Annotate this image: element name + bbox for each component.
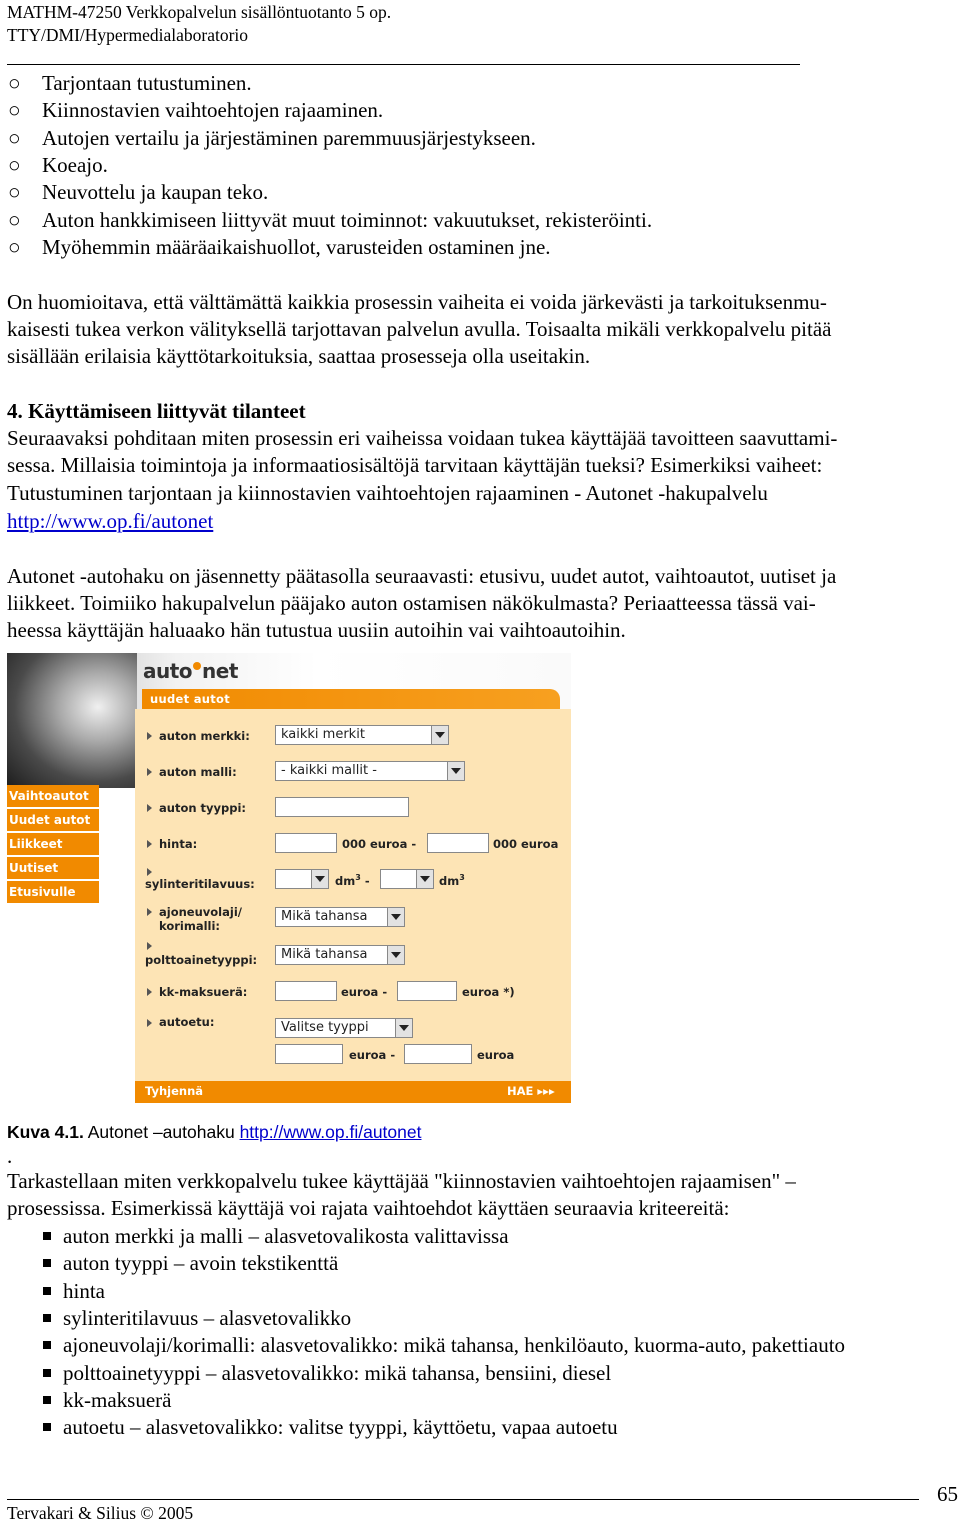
nav-liikkeet[interactable]: Liikkeet — [7, 833, 99, 855]
row-arrow-icon — [147, 908, 152, 916]
input-hinta-max[interactable] — [427, 833, 489, 853]
label-malli: auton malli: — [159, 765, 237, 779]
clear-button[interactable]: Tyhjennä — [139, 1083, 213, 1099]
intro-bullet-item: Tarjontaan tutustuminen. — [42, 71, 252, 95]
car-headlight-photo — [7, 653, 137, 788]
unit-euro-max: 000 euroa — [493, 837, 559, 851]
select-autoetu[interactable]: Valitse tyyppi — [275, 1018, 413, 1038]
label-tyyppi: auton tyyppi: — [159, 801, 247, 815]
section-bar-title: uudet autot — [150, 692, 231, 706]
footer-authors: Tervakari & Silius © 2005 — [7, 1503, 194, 1523]
nav-etusivulle[interactable]: Etusivulle — [7, 881, 99, 903]
square-bullet-icon — [43, 1314, 51, 1322]
select-merkki[interactable]: kaikki merkit — [275, 725, 449, 745]
page-number: 65 — [937, 1482, 958, 1506]
circle-bullet-icon: ○ — [8, 98, 21, 123]
row-arrow-icon — [147, 732, 152, 740]
row-arrow-icon — [147, 768, 152, 776]
section-heading: 4. Käyttämiseen liittyvät tilanteet — [7, 399, 306, 423]
label-polttoaine: polttoainetyyppi: — [145, 953, 258, 967]
footer-rule — [7, 1499, 919, 1500]
label-kk: kk-maksuerä: — [159, 985, 248, 999]
header-rule — [7, 64, 800, 65]
square-bullet-icon — [43, 1396, 51, 1404]
stray-dot: . — [7, 1144, 13, 1168]
unit-etu-max: euroa — [477, 1048, 515, 1062]
intro-bullet-item: Autojen vertailu ja järjestäminen paremmuusjärjestykseen. — [42, 125, 536, 150]
intro-bullet-item: Auton hankkimiseen liittyvät muut toiminnot: vakuutukset, rekisteröinti. — [42, 207, 653, 232]
circle-bullet-icon: ○ — [8, 125, 21, 150]
para1-line-3: sisällään erilaisia käyttötarkoituksia, saattaa prosesseja olla useitakin. — [7, 344, 591, 368]
input-kk-min[interactable] — [275, 981, 337, 1001]
row-arrow-icon — [147, 1019, 152, 1027]
criteria-item: polttoainetyyppi – alasvetovalikko: mikä tahansa, bensiini, diesel — [63, 1360, 612, 1385]
section-bar — [142, 689, 560, 709]
para3-line-1: Tarkastellaan miten verkkopalvelu tukee käyttäjää "kiinnostavien vaihtoehtojen rajaamisen" – — [7, 1169, 796, 1193]
circle-bullet-icon: ○ — [8, 234, 21, 259]
label-ajoneuvo-2: korimalli: — [159, 919, 221, 933]
unit-dm-max: $dm^3$ — [439, 873, 465, 888]
arrows-icon: ▸▸▸ — [537, 1084, 555, 1098]
para3-line-2: prosessissa. Esimerkissä käyttäjä voi rajata vaihtoehdot käyttäen seuraavia kriteereitä: — [7, 1196, 730, 1220]
criteria-item: ajoneuvolaji/korimalli: alasvetovalikko: mikä tahansa, henkilöauto, kuorma-auto, pakettiauto — [63, 1333, 846, 1358]
chevron-down-icon — [387, 946, 404, 964]
square-bullet-icon — [43, 1423, 51, 1431]
input-autoetu-min[interactable] — [275, 1044, 343, 1064]
nav-uutiset[interactable]: Uutiset — [7, 857, 99, 879]
unit-etu-min: euroa - — [349, 1048, 396, 1062]
input-hinta-min[interactable] — [275, 833, 337, 853]
nav-vaihtoautot[interactable]: Vaihtoautot — [7, 785, 99, 807]
section-line-1: Seuraavaksi pohditaan miten prosessin eri vaiheissa voidaan tukea käyttäjää tavoitteen saavuttami- — [7, 426, 838, 450]
label-sylinteri: sylinteritilavuus: — [145, 877, 255, 891]
unit-kk-max: euroa *) — [462, 985, 515, 999]
search-button[interactable]: HAE ▸▸▸ — [501, 1083, 565, 1099]
caption-number: Kuva 4.1. — [7, 1122, 84, 1142]
figure-caption — [7, 1122, 421, 1143]
autonet-screenshot — [7, 653, 571, 1103]
criteria-item: kk-maksuerä — [63, 1387, 172, 1412]
square-bullet-icon — [43, 1341, 51, 1349]
intro-bullet-item: Myöhemmin määräaikaishuollot, varusteiden ostaminen jne. — [42, 234, 551, 259]
autonet-link[interactable]: http://www.op.fi/autonet — [7, 509, 214, 533]
caption-link[interactable]: http://www.op.fi/autonet — [239, 1122, 422, 1142]
label-ajoneuvo-1: ajoneuvolaji/ — [159, 905, 242, 919]
section-line-2: sessa. Millaisia toimintoja ja informaatiosisältöjä tarvitaan käyttäjän tueksi? Esimerkiksi vaiheet: — [7, 453, 823, 477]
square-bullet-icon — [43, 1287, 51, 1295]
section-line-3: Tutustuminen tarjontaan ja kiinnostavien vaihtoehtojen rajaaminen - Autonet -hakupalvelu — [7, 481, 768, 505]
chevron-down-icon — [395, 1019, 412, 1037]
select-malli[interactable]: - kaikki mallit - — [275, 761, 465, 781]
caption-text: Autonet –autohaku — [83, 1122, 240, 1142]
para2-line-3: heessa käyttäjän haluaako hän tutustua uusiin autoihin vai vaihtoautoihin. — [7, 618, 626, 642]
para1-line-1: On huomioitava, että välttämättä kaikkia prosessin vaiheita ei voida järkevästi ja tarkoituksenmu- — [7, 290, 827, 314]
nav-uudet-autot[interactable]: Uudet autot — [7, 809, 99, 831]
select-dm-max[interactable] — [380, 869, 434, 889]
row-arrow-icon — [147, 988, 152, 996]
criteria-item: hinta — [63, 1278, 105, 1303]
para1-line-2: kaisesti tukea verkon välityksellä tarjottavan palvelun avulla. Toisaalta mikäli verkkopalvelu pitää — [7, 317, 832, 341]
criteria-item: autoetu – alasvetovalikko: valitse tyyppi, käyttöetu, vapaa autoetu — [63, 1415, 618, 1440]
para2-line-1: Autonet -autohaku on jäsennetty päätasolla seuraavasti: etusivu, uudet autot, vaihtoautot, uutiset ja — [7, 564, 837, 588]
select-dm-min[interactable] — [275, 869, 329, 889]
row-arrow-icon — [147, 942, 152, 950]
circle-bullet-icon: ○ — [8, 71, 21, 95]
square-bullet-icon — [43, 1259, 51, 1267]
criteria-item: sylinteritilavuus – alasvetovalikko — [63, 1305, 352, 1330]
doc-course-title: MATHM-47250 Verkkopalvelun sisällöntuotanto 5 op. — [7, 2, 392, 22]
select-polttoaine[interactable]: Mikä tahansa — [275, 945, 405, 965]
criteria-item: auton merkki ja malli – alasvetovalikosta valittavissa — [63, 1224, 509, 1248]
input-tyyppi[interactable] — [275, 797, 409, 817]
criteria-item: auton tyyppi – avoin tekstikenttä — [63, 1251, 339, 1276]
label-autoetu: autoetu: — [159, 1015, 215, 1029]
label-hinta: hinta: — [159, 837, 198, 851]
label-merkki: auton merkki: — [159, 729, 250, 743]
square-bullet-icon — [43, 1232, 51, 1240]
input-kk-max[interactable] — [397, 981, 457, 1001]
chevron-down-icon — [311, 870, 328, 888]
intro-bullet-item: Koeajo. — [42, 152, 108, 177]
select-ajoneuvo[interactable]: Mikä tahansa — [275, 907, 405, 927]
unit-kk-min: euroa - — [341, 985, 388, 999]
para2-line-2: liikkeet. Toimiiko hakupalvelun pääjako auton ostamisen näkökulmasta? Periaatteessa tässä vai- — [7, 591, 816, 615]
row-arrow-icon — [147, 868, 152, 876]
square-bullet-icon — [43, 1369, 51, 1377]
chevron-down-icon — [431, 726, 448, 744]
chevron-down-icon — [416, 870, 433, 888]
row-arrow-icon — [147, 804, 152, 812]
doc-department: TTY/DMI/Hypermedialaboratorio — [7, 25, 249, 45]
chevron-down-icon — [387, 908, 404, 926]
unit-euro-min: 000 euroa - — [342, 837, 417, 851]
intro-bullet-item: Neuvottelu ja kaupan teko. — [42, 180, 269, 205]
intro-bullet-item: Kiinnostavien vaihtoehtojen rajaaminen. — [42, 98, 384, 123]
circle-bullet-icon: ○ — [8, 207, 21, 232]
unit-dm-min: $dm^3$ - — [335, 873, 370, 888]
chevron-down-icon — [447, 762, 464, 780]
input-autoetu-max[interactable] — [404, 1044, 472, 1064]
row-arrow-icon — [147, 840, 152, 848]
circle-bullet-icon: ○ — [8, 180, 21, 205]
circle-bullet-icon: ○ — [8, 152, 21, 177]
autonet-logo: auto net — [143, 659, 238, 683]
